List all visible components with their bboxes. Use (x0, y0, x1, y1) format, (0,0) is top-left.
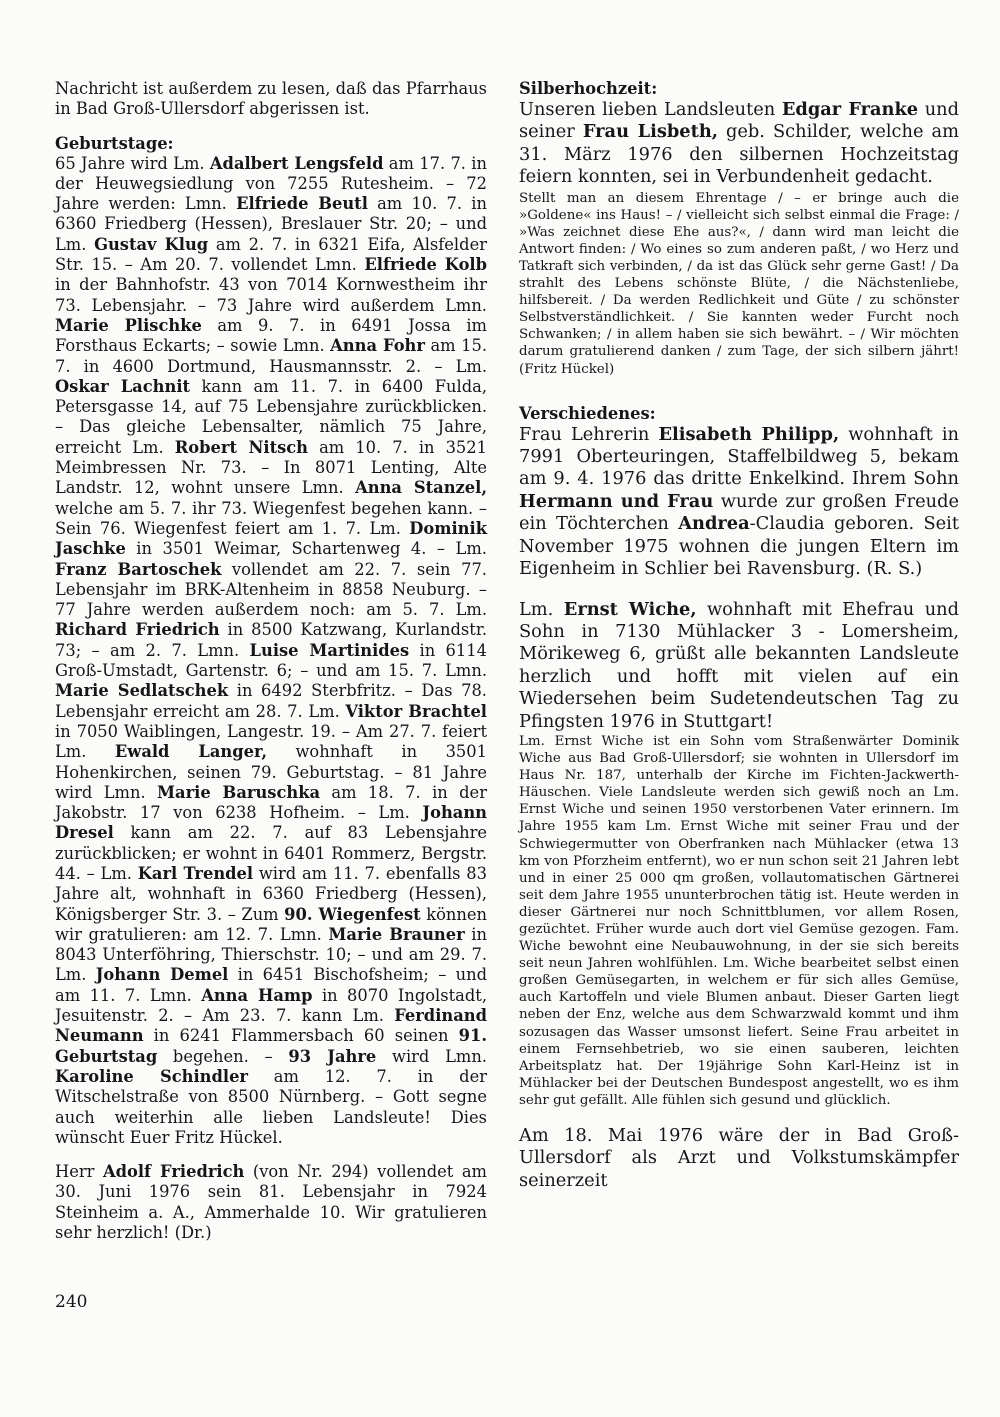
bold-name: 90. Wiegenfest (284, 904, 421, 924)
bold-name: Elfriede Kolb (364, 255, 487, 275)
text-run: Herr (55, 1162, 103, 1182)
bold-name: Viktor Brachtel (345, 701, 487, 721)
bold-name: Adalbert Lengsfeld (209, 153, 384, 173)
bold-name: Gustav Klug (94, 234, 209, 254)
text-run: vollendet am 22. 7. sein 77. Lebensjahr im BRK-Altenheim in 8858 Neuburg. – 77 Jahre werden außerdem noch: am 5. 7. Lm. (55, 559, 487, 620)
text-run: Lm. (519, 598, 564, 620)
bold-name: Elfriede Beutl (236, 194, 368, 214)
right-paragraph-5 (519, 599, 959, 733)
text-run: wohnhaft mit Ehefrau und Sohn in 7130 Mühlacker 3 - Lomersheim, Mörikeweg 6, grüßt alle bekannten Landsleute herzlich und hofft mit vielen auf ein Wiedersehen beim Sudetendeutschen Tag zu Pfingsten 1976 in Stuttgart! (519, 598, 959, 732)
text-run: in 3501 Weimar, Schartenweg 4. – Lm. (125, 539, 487, 559)
bold-name: Marie Brauner (328, 924, 465, 944)
text-run: wird am 11. 7. ebenfalls 83 Jahre alt, wohnhaft in 6360 Friedberg (Hessen), Königsberger Str. 3. – Zum (55, 863, 487, 924)
bold-name: Johann Demel (95, 965, 229, 985)
text-run: in 7050 Waiblingen, Langestr. 19. – Am 27. 7. feiert Lm. (55, 721, 487, 762)
text-run: am 10. 7. in 6360 Friedberg (Hessen), Breslauer Str. 20; – und Lm. (55, 194, 487, 254)
bold-name: 93 Jahre (288, 1046, 377, 1066)
bold-name: Dominik Jaschke (55, 518, 487, 559)
text-run: Stellt man an diesem Ehrentage / – er bringe auch die »Goldene« ins Haus! – / vielleicht sich selbst einmal die Frage: / »Was zeichnet diese Ehe aus?«, / dann wird man leicht die Antwort finden: / Wo eines so zum anderen paßt, / wo Herz und Tatkraft sich verbinden, / da ist das Glück sehr gerne Gast! / Da strahlt des Lebens schönste Blüte, / die Nächstenliebe, hilfsbereit. / Da werden Redlichkeit und Güte / zu schönster Selbstverständlichkeit. / Sie kannten weder Furcht noch Schwanken; / in allem haben sie sich bewährt. – / Wir möchten darum gratulierend danken / zum Tage, der sich silbern jährt! (Fritz Hückel) (519, 190, 959, 377)
text-run: am 10. 7. in 3521 Meimbressen Nr. 73. – In 8071 Lenting, Alte Landstr. 12, wohnt unsere Lmn. (55, 437, 488, 498)
text-run: (von Nr. 294) vollendet am 30. Juni 1976 sein 81. Lebensjahr in 7924 Steinheim a. A., Ammerhalde 10. Wir gratulieren sehr herzlich! (Dr.) (55, 1162, 488, 1243)
text-run: geb. Schilder, welche am 31. März 1976 den silbernen Hochzeitstag feiern konnten, sei in Verbundenheit gedacht. (519, 121, 959, 188)
bold-name: 91. Geburtstag (55, 1026, 487, 1066)
bold-name: Johann Dresel (55, 803, 487, 843)
left-paragraph-1 (55, 134, 487, 154)
bold-name: Anna Stanzel, (355, 478, 487, 498)
right-paragraph-2 (519, 190, 959, 378)
bold-name: Ferdinand Neumann (55, 1006, 487, 1046)
text-run: in 8500 Katzwang, Kurlandstr. 73; – am 2. 7. Lmn. (55, 620, 487, 660)
bold-name: Marie Sedlatschek (55, 681, 229, 701)
text-run: Nachricht ist außerdem zu lesen, daß das Pfarrhaus in Bad Groß-Ullersdorf abgerissen ist. (55, 79, 487, 119)
text-run: wohnhaft in 3501 Hohenkirchen, seinen 79. Geburtstag. – 81 Jahre wird Lmn. (55, 742, 487, 802)
bold-name: Frau Lisbeth, (582, 121, 718, 143)
text-run: am 12. 7. in der Witschelstraße von 8500 Nürnberg. – Gott segne auch weiterhin alle lieben Landsleute! Dies wünscht Euer Fritz Hückel. (55, 1066, 487, 1147)
text-run: am 15. 7. in 4600 Dortmund, Hausmannsstr. 2. – Lm. (55, 336, 488, 376)
right-paragraph-7 (519, 1125, 959, 1192)
bold-name: Marie Baruschka (157, 782, 321, 802)
text-run: welche am 5. 7. ihr 73. Wiegenfest begehen kann. – Sein 76. Wiegenfest feiert am 1. 7. Lm. (55, 498, 487, 538)
bold-name: Franz Bartoschek (55, 559, 222, 579)
bold-name: Andrea (678, 513, 750, 535)
text-run: kann am 22. 7. auf 83 Lebensjahre zurückblicken; er wohnt in 6401 Rommerz, Bergstr. 44. – Lm. (55, 823, 487, 883)
text-run: in 6492 Sterbfritz. – Das 78. Lebensjahr erreicht am 28. 7. Lm. (55, 681, 487, 721)
bold-name: Anna Fohr (330, 336, 425, 356)
bold-name: Silberhochzeit: (519, 79, 658, 98)
bold-name: Ernst Wiche, (563, 598, 697, 620)
bold-name: Anna Hamp (201, 985, 313, 1005)
text-run: in 8043 Unterföhring, Thierschstr. 10; – und am 29. 7. Lm. (55, 924, 487, 985)
right-paragraph-0 (519, 79, 959, 99)
text-run: kann am 11. 7. in 6400 Fulda, Petersgasse 14, auf 75 Lebensjahre zurückblicken. – Das gleiche Lebensalter, nämlich 75 Jahre, erreicht Lm. (55, 376, 487, 457)
text-run: in 6114 Groß-Umstadt, Gartenstr. 6; – und am 15. 7. Lmn. (55, 640, 487, 681)
right-column (519, 79, 959, 1192)
bold-name: Elisabeth Philipp, (658, 423, 840, 445)
bold-name: Marie Plischke (55, 315, 202, 335)
right-paragraph-6 (519, 733, 959, 1109)
bold-name: Verschiedenes: (519, 403, 656, 423)
text-run: begehen. – (157, 1046, 289, 1066)
text-run: -Claudia geboren. Seit November 1975 wohnen die jungen Eltern im Eigenheim in Schlier bei Ravensburg. (R. S.) (519, 513, 960, 580)
text-run: wurde zur großen Freude ein Töchterchen (519, 490, 959, 535)
text-run: in 6241 Flammersbach 60 seinen (143, 1026, 459, 1046)
text-run: wohnhaft in 7991 Oberteuringen, Staffelbildweg 5, bekam am 9. 4. 1976 das dritte Enkelkind. Ihrem Sohn (519, 423, 960, 490)
text-run: am 9. 7. in 6491 Jossa im Forsthaus Eckarts; – sowie Lmn. (55, 315, 487, 356)
text-run: am 18. 7. in der Jakobstr. 17 von 6238 Hofheim. – Lm. (55, 782, 487, 823)
right-paragraph-4 (519, 424, 959, 581)
text-run: am 2. 7. in 6321 Eifa, Alsfelder Str. 15. – Am 20. 7. vollendet Lmn. (55, 234, 487, 275)
right-paragraph-1 (519, 99, 959, 189)
bold-name: Luise Martinides (249, 640, 410, 660)
bold-name: Edgar Franke (781, 99, 919, 120)
text-run: in 6451 Bischofsheim; – und am 11. 7. Lmn. (55, 965, 488, 1005)
bold-name: Richard Friedrich (55, 620, 220, 640)
text-run: wird Lmn. (376, 1046, 487, 1066)
bold-name: Hermann und Frau (519, 490, 714, 512)
bold-name: Geburtstage: (55, 133, 174, 153)
right-paragraph-3 (519, 404, 959, 424)
bold-name: Karoline Schindler (55, 1066, 249, 1086)
text-run: 65 Jahre wird Lm. (55, 153, 210, 173)
left-paragraph-0 (55, 79, 487, 120)
text-run: Frau Lehrerin (519, 423, 659, 445)
text-run: Am 18. Mai 1976 wäre der in Bad Groß-Ullersdorf als Arzt und Volkstumskämpfer seinerzeit (519, 1125, 959, 1191)
bold-name: Oskar Lachnit (55, 376, 191, 396)
text-run: und seiner (519, 99, 959, 143)
page-number: 240 (55, 1292, 88, 1312)
left-paragraph-2 (55, 154, 487, 1149)
text-run: in 8070 Ingolstadt, Jesuitenstr. 2. – Am 23. 7. kann Lm. (55, 985, 488, 1026)
left-column (55, 79, 487, 1243)
bold-name: Ewald Langer, (114, 742, 268, 762)
text-run: Lm. Ernst Wiche ist ein Sohn vom Straßenwärter Dominik Wiche aus Bad Groß-Ullersdorf; sie wohnten in Ullersdorf im Haus Nr. 187, unterhalb der Kirche im Fichten-Jackwerth-Häuschen. Viele Landsleute werden sich gewiß noch an Lm. Ernst Wiche und seinen 1950 verstorbenen Vater erinnern. Im Jahre 1955 kam Lm. Ernst Wiche mit seiner Frau und der Schwiegermutter von Oberfranken nach Mühlacker (etwa 13 km von Pforzheim entfernt), wo er nun schon seit 21 Jahren lebt und in einer 25 000 qm großen, vollautomatischen Gärtnerei seit dem Jahre 1955 ununterbrochen tätig ist. Heute werden in dieser Gärtnerei nur noch Schnittblumen, vor allem Rosen, gezüchtet. Früher wurde auch dort viel Gemüse gezogen. Fam. Wiche bewohnt eine Neubauwohnung, in der sie sich bereits seit neun Jahren wohlfühlen. Lm. Wiche bearbeitet selbst einen großen Gemüsegarten, in welchem er für sich alles Gemüse, auch Kartoffeln und viele Blumen anbaut. Dieser Garten liegt neben der Enz, welche aus dem Schwarzwald kommt und ihm sozusagen das Wasser umsonst liefert. Seine Frau arbeitet in einem Fernsehbetrieb, wo sie einen sauberen, leichten Arbeitsplatz hat. Der 19jährige Sohn Karl-Heinz ist in Mühlacker bei der Deutschen Bundespost angestellt, wo es ihm sehr gut gefällt. Alle fühlen sich gesund und glücklich. (519, 733, 959, 1108)
text-run: am 17. 7. in der Heuwegsiedlung von 7255 Rutesheim. – 72 Jahre werden: Lmn. (55, 153, 487, 214)
text-run: können wir gratulieren: am 12. 7. Lmn. (55, 904, 487, 944)
left-paragraph-3 (55, 1162, 487, 1243)
bold-name: Adolf Friedrich (102, 1162, 245, 1182)
bold-name: Robert Nitsch (174, 437, 309, 457)
text-run: Unseren lieben Landsleuten (519, 99, 782, 120)
bold-name: Karl Trendel (137, 863, 254, 883)
text-run: in der Bahnhofstr. 43 von 7014 Kornwestheim ihr 73. Lebensjahr. – 73 Jahre wird außerdem Lmn. (55, 275, 487, 315)
